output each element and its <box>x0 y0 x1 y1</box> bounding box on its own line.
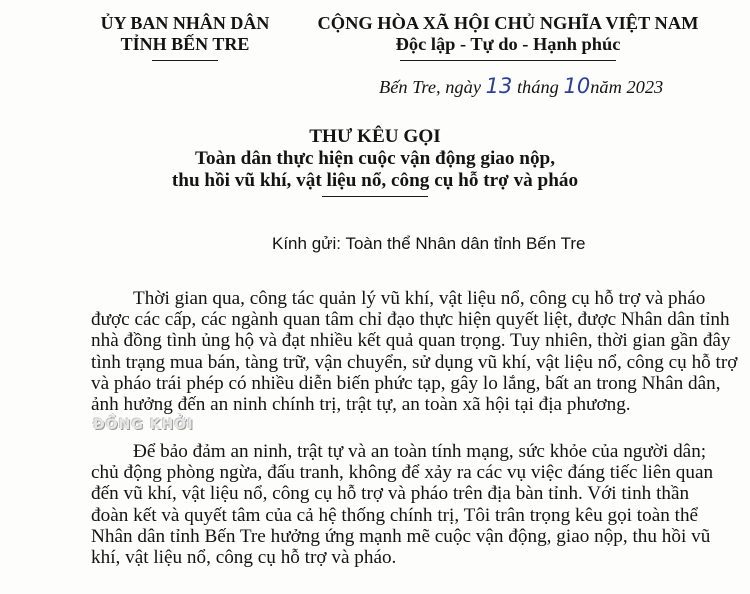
title-underline <box>322 196 428 197</box>
paragraph-line: Nhân dân tỉnh Bến Tre hưởng ứng mạnh mẽ cuộc vận động, giao nộp, thu hồi vũ <box>91 525 711 547</box>
nation-name: CỘNG HÒA XÃ HỘI CHỦ NGHĨA VIỆT NAM <box>317 13 699 33</box>
document-subtitle-line2: thu hồi vũ khí, vật liệu nổ, công cụ hỗ trợ và pháo <box>171 170 579 191</box>
paragraph-line: nhà đồng tình ủng hộ và đạt nhiều kết quả quan trọng. Tuy nhiên, thời gian gần đây <box>91 330 731 352</box>
body-paragraph-2 <box>91 441 714 568</box>
paragraph-line: đoàn kết và quyết tâm của cả hệ thống chính trị, Tôi trân trọng kêu gọi toàn thể <box>91 504 699 526</box>
date-day-handwritten: 13 <box>485 74 513 98</box>
document-subtitle-line1: Toàn dân thực hiện cuộc vận động giao nộp, <box>194 148 556 169</box>
paragraph-line: tình trạng mua bán, tàng trữ, vận chuyển, sử dụng vũ khí, vật liệu nổ, công cụ hỗ trợ <box>91 351 738 373</box>
paragraph-line: được các cấp, các ngành quan tâm chỉ đạo thực hiện quyết liệt, được Nhân dân tỉnh <box>91 309 730 331</box>
paragraph-line: và pháo trái phép có nhiều diễn biến phức tạp, gây lo lắng, bất an trong Nhân dân, <box>91 372 721 394</box>
paragraph-line: ảnh hưởng đến an ninh chính trị, trật tự, an toàn xã hội tại địa phương. <box>91 393 631 415</box>
date-line <box>379 74 663 98</box>
date-year: năm 2023 <box>590 77 664 97</box>
body-paragraph-1 <box>91 288 738 415</box>
paragraph-line: khí, vật liệu nổ, công cụ hỗ trợ và pháo. <box>91 546 397 568</box>
agency-name: ỦY BAN NHÂN DÂN <box>100 13 270 33</box>
agency-underline <box>152 60 218 61</box>
paragraph-line: Để bảo đảm an ninh, trật tự và an toàn tính mạng, sức khỏe của người dân; <box>133 441 707 462</box>
date-month-word: tháng <box>516 77 559 97</box>
document-title: THƯ KÊU GỌI <box>309 126 441 147</box>
date-month-handwritten: 10 <box>563 74 591 98</box>
paragraph-line: đến vũ khí, vật liệu nổ, công cụ hỗ trợ và pháo trên địa bàn tỉnh. Với tinh thần <box>91 483 690 505</box>
salutation: Kính gửi: Toàn thể Nhân dân tỉnh Bến Tre <box>272 234 586 253</box>
paragraph-line: Thời gian qua, công tác quản lý vũ khí, vật liệu nổ, công cụ hỗ trợ và pháo <box>133 288 706 309</box>
paragraph-line: chủ động phòng ngừa, đấu tranh, không để xảy ra các vụ việc đáng tiếc liên quan <box>91 462 714 484</box>
agency-province: TỈNH BẾN TRE <box>120 34 250 54</box>
date-prefix: Bến Tre, ngày <box>379 77 481 97</box>
motto-underline <box>400 60 616 61</box>
newspaper-watermark: ĐỒNG KHỞI <box>93 417 194 433</box>
national-motto: Độc lập - Tự do - Hạnh phúc <box>395 34 621 54</box>
